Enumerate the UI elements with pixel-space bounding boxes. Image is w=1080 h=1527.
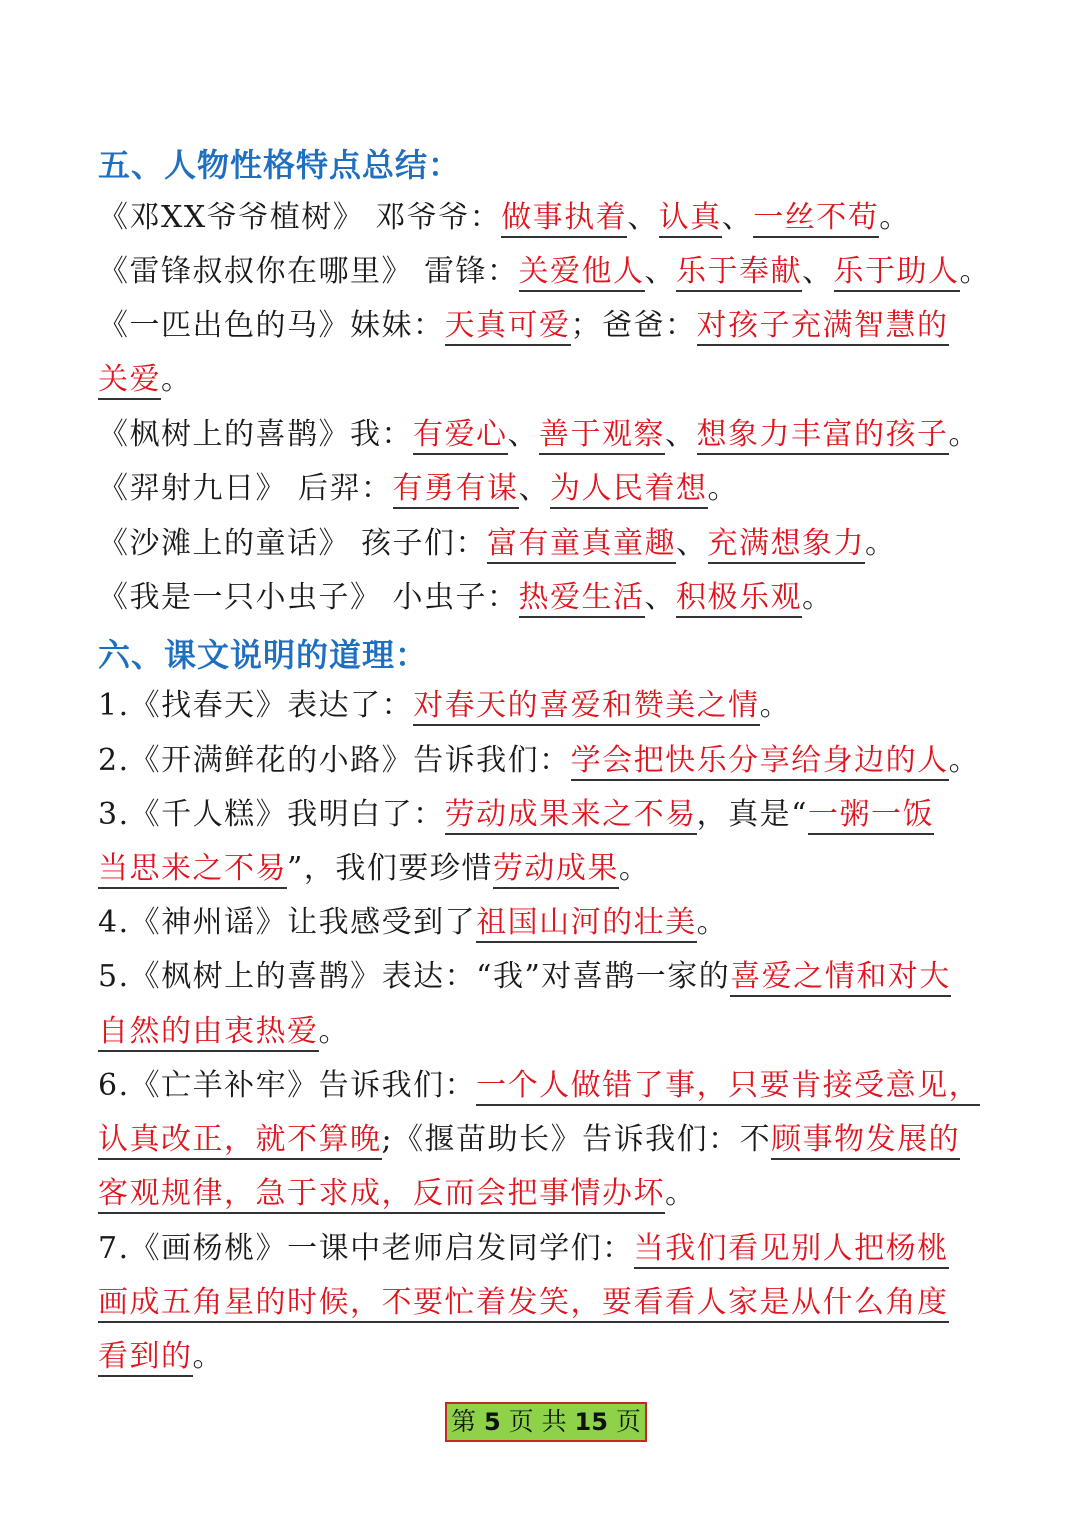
lesson-line-3-cont: [98, 849, 650, 889]
text: 页 共: [508, 1407, 567, 1436]
text: 3.《千人糕》我明白了：: [98, 797, 445, 832]
lesson-line-6: [98, 1066, 980, 1106]
text: 《沙滩上的童话》 孩子们：: [98, 526, 488, 561]
text: ;《揠苗助长》告诉我们：不: [381, 1122, 772, 1157]
answer: 对孩子充满智慧的: [697, 308, 949, 346]
answer: 一丝不苟: [753, 200, 879, 238]
text: 。: [161, 362, 193, 397]
answer: 当思来之不易: [98, 851, 287, 889]
answer: 天真可爱: [445, 308, 571, 346]
answer: 客观规律，急于求成，反而会把事情办坏: [98, 1176, 665, 1214]
text: 、: [802, 254, 834, 289]
text: 《我是一只小虫子》 小虫子：: [98, 580, 519, 615]
text: 、: [507, 417, 539, 452]
trait-line-4: [98, 415, 980, 455]
answer: 对春天的喜爱和赞美之情: [413, 688, 760, 726]
text: 6.《亡羊补牢》告诉我们：: [98, 1068, 477, 1103]
answer: 为人民着想: [550, 471, 708, 509]
text: ；爸爸：: [570, 308, 697, 343]
answer: 乐于助人: [834, 254, 960, 292]
answer: 当我们看见别人把杨桃: [634, 1231, 949, 1269]
answer: 想象力丰富的孩子: [697, 417, 949, 455]
answer: 劳动成果: [493, 851, 619, 889]
lesson-line-4: [98, 903, 728, 943]
lesson-line-6-cont2: [98, 1174, 697, 1214]
text: 、: [721, 200, 754, 235]
lesson-line-7: [98, 1229, 949, 1269]
text: 。: [802, 580, 834, 615]
trait-line-5: [98, 469, 739, 509]
lesson-line-6-cont: [98, 1120, 960, 1160]
trait-line-3: [98, 306, 949, 346]
answer: 热爱生活: [519, 580, 645, 618]
text: 第: [451, 1407, 477, 1436]
answer: 祖国山河的壮美: [476, 905, 697, 943]
text: 。: [879, 200, 911, 235]
current-page: 5: [483, 1408, 501, 1436]
text: 7.《画杨桃》一课中老师启发同学们：: [98, 1231, 634, 1266]
text: 1.《找春天》表达了：: [98, 688, 414, 723]
text: 、: [676, 526, 708, 561]
answer: 富有童真童趣: [487, 526, 676, 564]
text: 《邓XX爷爷植树》 邓爷爷：: [98, 200, 502, 235]
trait-line-7: [98, 578, 834, 618]
text: 2.《开满鲜花的小路》告诉我们：: [98, 743, 571, 778]
answer: 画成五角星的时候，不要忙着发笑，要看看人家是从什么角度: [98, 1285, 949, 1323]
text: 。: [948, 743, 981, 778]
text: 。: [696, 905, 729, 940]
text: 。: [948, 417, 980, 452]
trait-line-3-cont: [98, 360, 193, 400]
text: 、: [665, 417, 697, 452]
answer: 善于观察: [539, 417, 665, 455]
answer: 有勇有谋: [393, 471, 519, 509]
text: 《枫树上的喜鹊》我：: [98, 417, 413, 452]
answer: 自然的由衷热爱: [98, 1014, 319, 1052]
total-pages: 15: [574, 1408, 608, 1436]
text: 《羿射九日》 后羿：: [98, 471, 393, 506]
answer: 顾事物发展的: [771, 1122, 960, 1160]
text: ，真是“: [696, 797, 808, 832]
text: 《一匹出色的马》妹妹：: [98, 308, 445, 343]
lesson-line-3: [98, 795, 934, 835]
section5-heading: 五、人物性格特点总结：: [98, 146, 462, 184]
lesson-line-7-cont2: [98, 1337, 224, 1377]
lesson-line-1: [98, 686, 791, 726]
text: 。: [959, 254, 992, 289]
trait-line-2: [98, 252, 991, 292]
answer: 一个人做错了事，只要肯接受意见，: [476, 1068, 980, 1106]
answer: 认真: [659, 200, 722, 238]
answer: 乐于奉献: [676, 254, 802, 292]
text: 《雷锋叔叔你在哪里》 雷锋：: [98, 254, 519, 289]
trait-line-1: [98, 198, 911, 238]
text: 、: [644, 580, 677, 615]
text: 5.《枫树上的喜鹊》表达：“我”对喜鹊一家的: [98, 959, 731, 994]
text: 、: [644, 254, 677, 289]
answer: 劳动成果来之不易: [445, 797, 697, 835]
text: 。: [192, 1339, 224, 1374]
answer: 关爱他人: [519, 254, 645, 292]
answer: 一粥一饭: [808, 797, 934, 835]
answer: 有爱心: [413, 417, 508, 455]
text: ”，我们要珍惜: [287, 851, 493, 886]
text: 、: [518, 471, 551, 506]
answer: 充满想象力: [708, 526, 866, 564]
text: 页: [615, 1407, 641, 1436]
lesson-line-5: [98, 957, 951, 997]
page-number-footer: [445, 1402, 647, 1442]
answer: 学会把快乐分享给身边的人: [571, 743, 949, 781]
text: 、: [627, 200, 659, 235]
text: 。: [707, 471, 740, 506]
text: 。: [665, 1176, 697, 1211]
answer: 关爱: [98, 362, 161, 400]
answer: 认真改正，就不算晚: [98, 1122, 382, 1160]
answer: 看到的: [98, 1339, 193, 1377]
text: 。: [759, 688, 792, 723]
text: 4.《神州谣》让我感受到了: [98, 905, 477, 940]
text: 。: [865, 526, 897, 561]
trait-line-6: [98, 524, 897, 564]
section6-heading: 六、课文说明的道理：: [98, 636, 429, 674]
answer: 积极乐观: [676, 580, 802, 618]
answer: 喜爱之情和对大: [730, 959, 951, 997]
text: 。: [318, 1014, 350, 1049]
lesson-line-5-cont: [98, 1012, 350, 1052]
lesson-line-7-cont: [98, 1283, 949, 1323]
lesson-line-2: [98, 741, 980, 781]
text: 。: [618, 851, 651, 886]
answer: 做事执着: [501, 200, 627, 238]
